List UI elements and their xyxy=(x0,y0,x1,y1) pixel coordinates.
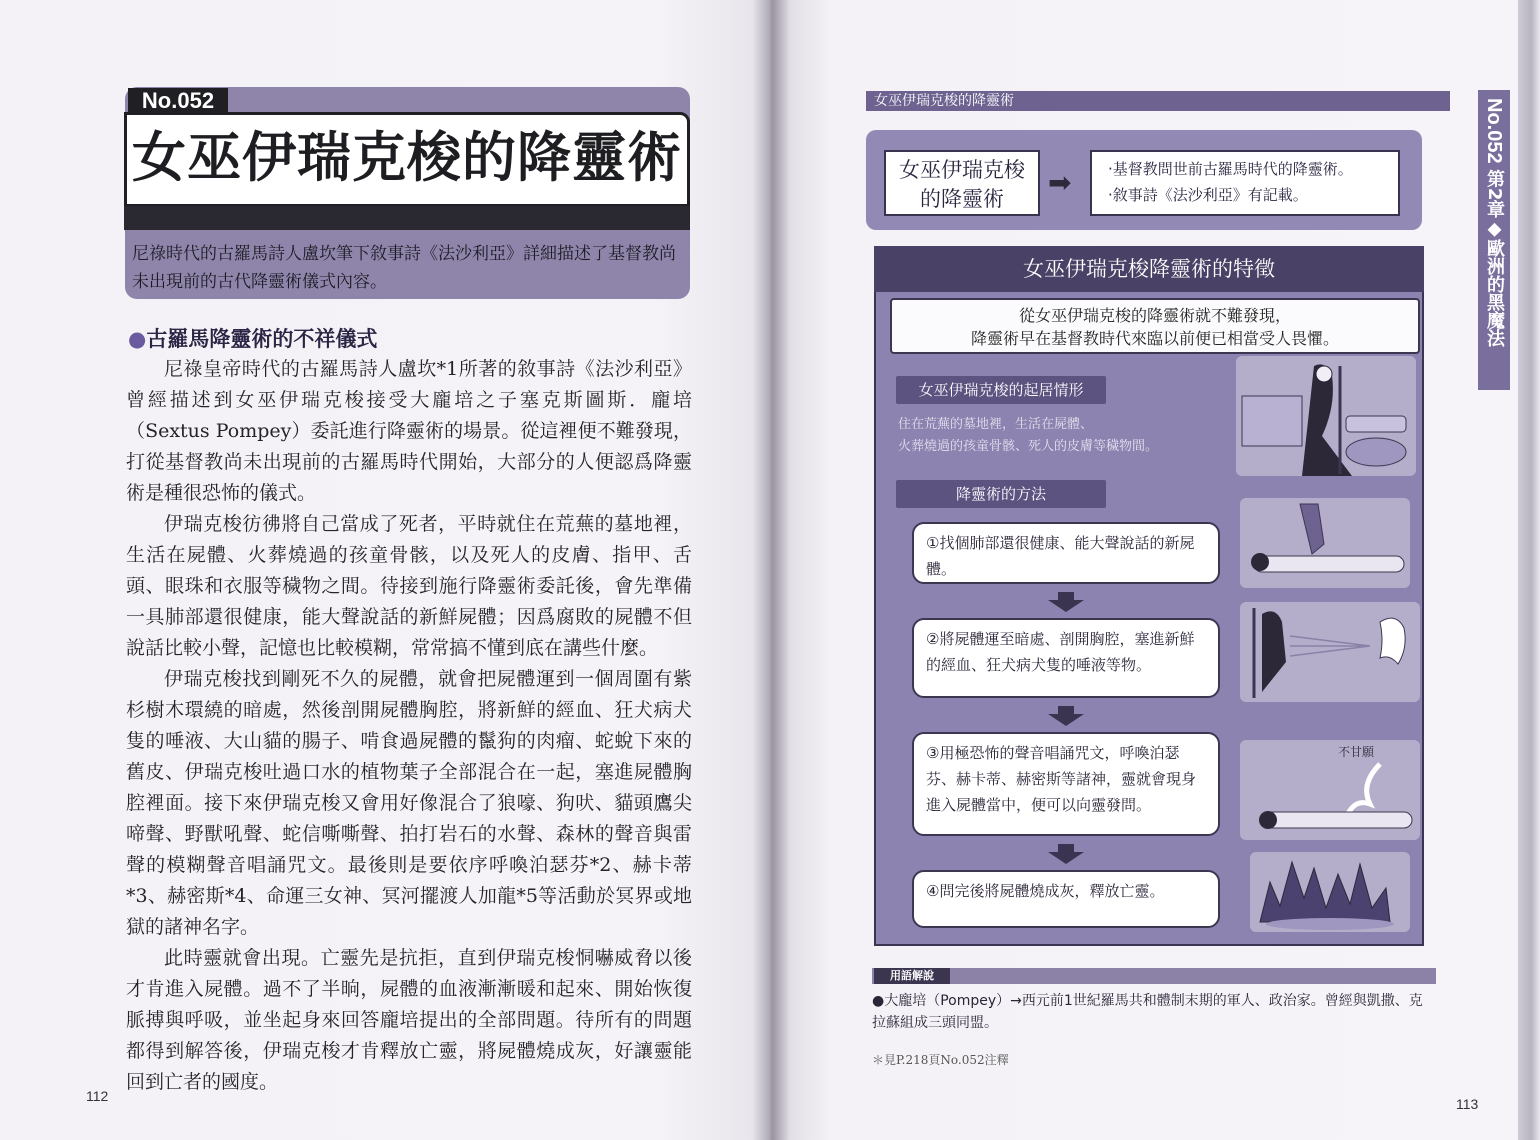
spirit-trail xyxy=(1346,764,1380,818)
arrow-down-icon xyxy=(1048,706,1084,726)
step-1: ①找個肺部還很健康、能大聲說話的新屍體。 xyxy=(912,522,1220,584)
method-heading: 降靈術的方法 xyxy=(896,480,1106,508)
glossary-text: ●大龐培（Pompey）→西元前1世紀羅馬共和體制末期的軍人、政治家。曾經與凱撒、克拉蘇組成三頭同盟。 xyxy=(872,993,1423,1031)
living-text: 住在荒蕪的墓地裡，生活在屍體、 火葬燒過的孩童骨骸、死人的皮膚等穢物間。 xyxy=(898,417,1159,454)
corpse-head xyxy=(1251,553,1269,571)
arrow-right-icon: ➡ xyxy=(1048,166,1072,199)
definition-points: ·基督教問世前古羅馬時代的降靈術。 ·敘事詩《法沙利亞》有記載。 xyxy=(1090,150,1400,216)
page-number-left: 112 xyxy=(86,1088,109,1104)
ritual-illustration xyxy=(1240,602,1420,702)
spirit-shape xyxy=(1300,504,1324,554)
ghost-icon xyxy=(1380,618,1405,664)
arrow-down-icon xyxy=(1048,592,1084,612)
glossary-bar xyxy=(872,968,1436,984)
summary-text: 尼祿時代的古羅馬詩人盧坎筆下敘事詩《法沙利亞》詳細描述了基督教尚未出現前的古代降靈術儀式內容。 xyxy=(132,244,676,292)
fire-illustration xyxy=(1250,852,1410,932)
ruin-shape xyxy=(1242,396,1302,446)
paragraph: 伊瑞克梭找到剛死不久的屍體，就會把屍體運到一個周圍有紫杉樹木環繞的暗處，然後剖開屍體胸腔，將新鮮的經血、狂犬病犬隻的唾液、大山貓的腸子、啃食過屍體的鬣狗的肉瘤、蛇蛻下來的舊皮、伊瑞克梭吐過口水的植物葉子全部混合在一起，塞進屍體胸腔裡面。接下來伊瑞克梭又會用好像混合了狼嚎、狗吠、貓頭鷹尖啼聲、野獸吼聲、蛇信嘶嘶聲、拍打岩石的水聲、森林的聲音與雷聲的模糊聲音唱誦咒文。最後則是要依序呼喚泊瑟芬*2、赫卡蒂*3、赫密斯*4、命運三女神、冥河擺渡人加龍*5等活動於冥界或地獄的諸神名字。 xyxy=(126,668,692,938)
breath-lines xyxy=(1290,636,1370,656)
paragraph: 伊瑞克梭彷彿將自己當成了死者，平時就住在荒蕪的墓地裡，生活在屍體、火葬燒過的孩童骨骸，以及死人的皮膚、指甲、舌頭、眼珠和衣服等穢物之間。待接到施行降靈術委託後，會先準備一具肺部還很健康，能大聲說話的新鮮屍體；因爲腐敗的屍體不但說話比較小聲，記憶也比較模糊，常常搞不懂到底在講些什麼。 xyxy=(126,513,692,659)
rock-shape xyxy=(1346,438,1406,466)
living-heading: 女巫伊瑞克梭的起居情形 xyxy=(896,376,1106,404)
witch-face xyxy=(1316,366,1332,382)
footnote: ＊見P.218頁No.052注釋 xyxy=(872,1053,1009,1067)
arrow-down-icon xyxy=(1048,844,1084,864)
page-title: 女巫伊瑞克梭的降靈術 xyxy=(132,126,682,189)
features-title: 女巫伊瑞克梭降靈術的特徵 xyxy=(1023,257,1275,281)
entry-number: No.052 xyxy=(128,88,228,114)
side-tab-number: No.052 xyxy=(1483,98,1505,164)
bones-shape xyxy=(1346,416,1406,432)
flame-shape xyxy=(1260,862,1390,922)
section-heading: ●古羅馬降靈術的不祥儀式 xyxy=(128,327,378,351)
body-text xyxy=(126,354,692,1098)
step-3: ③用極恐怖的聲音唱誦咒文，呼喚泊瑟芬、赫卡蒂、赫密斯等諸神，靈就會現身進入屍體當中，便可以向靈發問。 xyxy=(912,732,1220,836)
corpse-head xyxy=(1259,811,1277,829)
ground-shape xyxy=(1266,918,1394,930)
book-gutter xyxy=(752,0,790,1140)
step-2: ②將屍體運至暗處、剖開胸腔，塞進新鮮的經血、狂犬病犬隻的唾液等物。 xyxy=(912,618,1220,698)
corpse-body xyxy=(1254,556,1404,572)
bullet-icon: ● xyxy=(128,327,147,351)
witch-graveyard-illustration xyxy=(1236,356,1416,476)
side-tab-chapter: 第2章◆歐洲的黑魔法 xyxy=(1484,169,1505,348)
paragraph: 此時靈就會出現。亡靈先是抗拒，直到伊瑞克梭恫嚇威脅以後才肯進入屍體。過不了半晌，屍體的血液漸漸暖和起來、開始恢復脈搏與呼吸，並坐起身來回答龐培提出的全部問題。待所有的問題都得到解答後，伊瑞克梭才肯釋放亡靈，將屍體燒成灰，好讓靈能回到亡者的國度。 xyxy=(126,947,692,1093)
illustration-caption: 不甘願 xyxy=(1338,745,1375,759)
page-number-right: 113 xyxy=(1456,1096,1479,1112)
page-edge xyxy=(1518,0,1540,1140)
paragraph: 尼祿皇帝時代的古羅馬詩人盧坎*1所著的敘事詩《法沙利亞》曾經描述到女巫伊瑞克梭接受大龐培之子塞克斯圖斯．龐培（Sextus Pompey）委託進行降靈術的場景。從這裡便不難發現，打從基督教尚未出現前的古羅馬時代開始，大部分的人便認爲降靈術是種很恐怖的儀式。 xyxy=(126,358,692,504)
glossary-heading: 用語解說 xyxy=(874,968,950,984)
chapter-side-tab xyxy=(1478,90,1510,390)
scroll-text: 從女巫伊瑞克梭的降靈術就不難發現， 降靈術早在基督教時代來臨以前便已相當受人畏懼。 xyxy=(970,306,1339,348)
definition-term: 女巫伊瑞克梭 的降靈術 xyxy=(884,150,1040,216)
running-head: 女巫伊瑞克梭的降靈術 xyxy=(874,93,1014,109)
step-4: ④問完後將屍體燒成灰，釋放亡靈。 xyxy=(912,870,1220,928)
corpse-body xyxy=(1262,812,1412,828)
corpse-illustration xyxy=(1240,498,1410,588)
witch-figure xyxy=(1262,611,1286,692)
title-underbar xyxy=(124,206,690,230)
summon-illustration xyxy=(1240,740,1420,840)
